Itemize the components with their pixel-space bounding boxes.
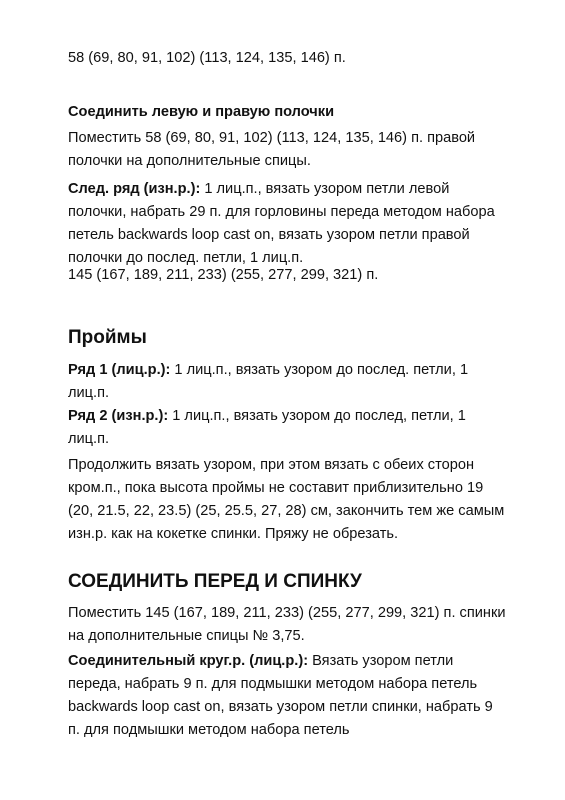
row-lead: Соединительный круг.р. (лиц.р.):: [68, 653, 309, 669]
stitch-count-text: [68, 264, 508, 287]
paragraph: [68, 178, 508, 270]
row-lead: След. ряд (изн.р.):: [68, 181, 201, 197]
section-subheading: [68, 101, 508, 124]
paragraph: [68, 127, 508, 173]
join-fronts-text: Поместить 58 (69, 80, 91, 102) (113, 124, 135, 146) п. правой полочки на дополнительные спицы.: [68, 130, 476, 169]
place-back-text: Поместить 145 (167, 189, 211, 233) (255, 277, 299, 321) п. спинки на дополнительные спицы № 3,75.: [68, 605, 506, 644]
join-front-back-heading: СОЕДИНИТЬ ПЕРЕД И СПИНКУ: [68, 571, 362, 592]
paragraph: [68, 602, 508, 648]
stitch-count-value: 58 (69, 80, 91, 102) (113, 124, 135, 146) п.: [68, 50, 346, 66]
armholes-heading: Проймы: [68, 327, 147, 348]
row-text: Вязать узором петли переда, набрать 9 п. для подмышки методом набора петель backwards loop cast on, вязать узором петли спинки, набрать 9 п. для подмышки методом набора петель: [68, 653, 493, 738]
paragraph: [68, 359, 508, 405]
paragraph: [68, 650, 508, 742]
row-lead: Ряд 2 (изн.р.):: [68, 408, 169, 424]
row-text: 1 лиц.п., вязать узором до послед, петли, 1 лиц.п.: [68, 408, 466, 447]
continue-text: Продолжить вязать узором, при этом вязать с обеих сторон кром.п., пока высота проймы не составит приблизительно 19 (20, 21.5, 22, 23.5) (25, 25.5, 27, 28) см, закончить тем же самым изн.р. как на кокетке спинки. Пряжу не обрезать.: [68, 457, 505, 542]
paragraph: [68, 454, 508, 546]
paragraph: [68, 405, 508, 451]
stitch-count-value: 145 (167, 189, 211, 233) (255, 277, 299, 321) п.: [68, 267, 379, 283]
row-text: 1 лиц.п., вязать узором до послед. петли, 1 лиц.п.: [68, 362, 469, 401]
join-fronts-heading: Соединить левую и правую полочки: [68, 104, 335, 120]
row-lead: Ряд 1 (лиц.р.):: [68, 362, 171, 378]
row-text: 1 лиц.п., вязать узором петли левой полочки, набрать 29 п. для горловины переда методом набора петель backwards loop cast on, вязать узором петли правой полочки до послед. петли, 1 лиц.п.: [68, 181, 495, 266]
stitch-count-text: [68, 47, 508, 70]
